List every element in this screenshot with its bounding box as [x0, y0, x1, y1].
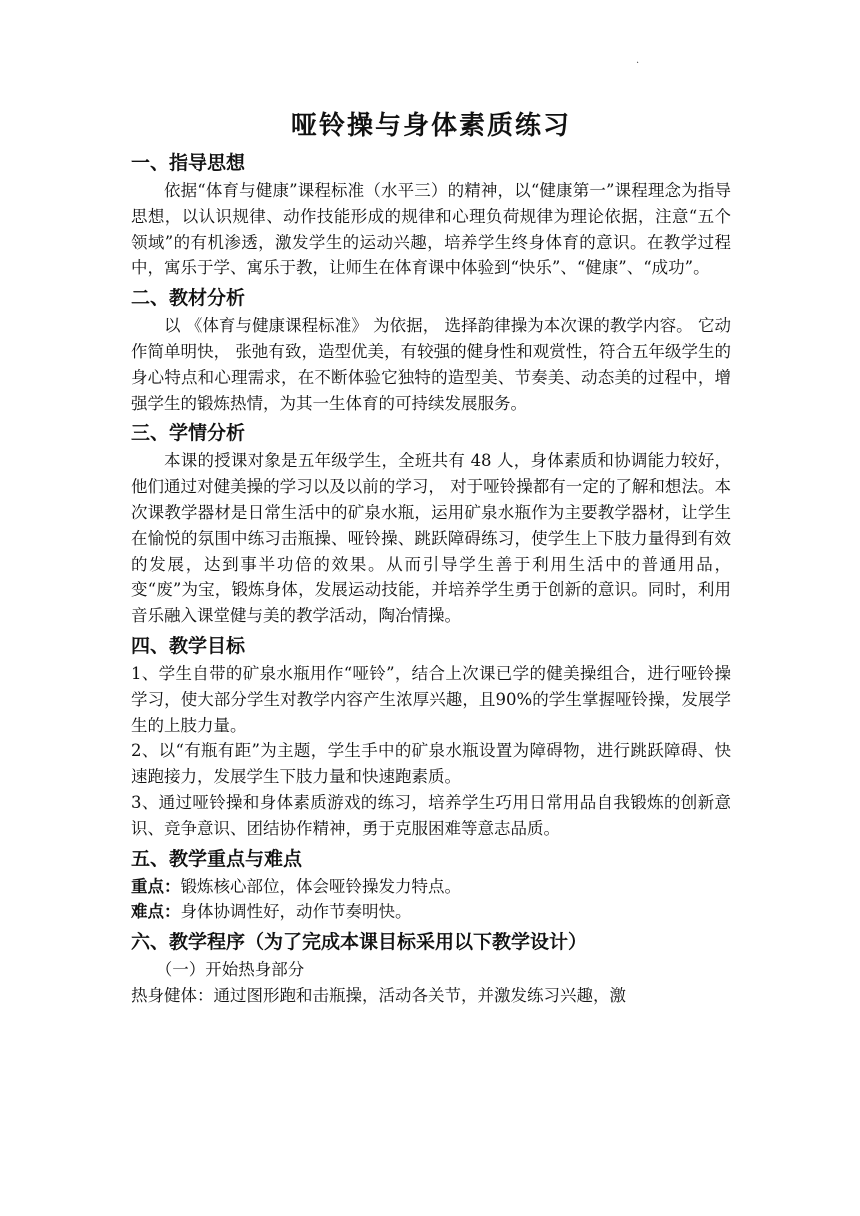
subsection-heading-warmup: （一）开始热身部分	[155, 960, 305, 980]
section-heading-teaching-goals: 四、教学目标	[131, 634, 246, 657]
paragraph-guiding-idea: 依据“体育与健康”课程标准（水平三）的精神，以“健康第一”课程理念为指导思想，以认识规律、动作技能形成的规律和心理负荷规律为理论依据，注意“五个领域”的有机渗透，激发学生的运动兴趣，培养学生终身体育的意识。在教学过程中，寓乐于学、寓乐于教，让师生在体育课中体验到“快乐”、“健康”、“成功”。	[131, 181, 731, 278]
goal-item-1: 1、学生自带的矿泉水瓶用作“哑铃”，结合上次课已学的健美操组合，进行哑铃操学习，使大部分学生对教学内容产生浓厚兴趣，且90%的学生掌握哑铃操，发展学生的上肢力量。	[131, 663, 731, 735]
document-page	[131, 108, 731, 1009]
section-heading-guiding-idea: 一、指导思想	[131, 152, 246, 174]
difficulty-text: 身体协调性好，动作节奏明快。	[180, 902, 412, 922]
key-point-label: 重点：	[131, 876, 181, 896]
key-point-line	[131, 874, 731, 900]
key-point-text: 锻炼核心部位，体会哑铃操发力特点。	[180, 876, 461, 896]
section-heading-key-points: 五、教学重点与难点	[131, 847, 303, 870]
paragraph-warmup: 热身健体：通过图形跑和击瓶操，活动各关节，并激发练习兴趣，激	[131, 985, 626, 1005]
section-heading-student-analysis: 三、学情分析	[131, 422, 246, 445]
paragraph-student-analysis: 本课的授课对象是五年级学生，全班共有 48 人，身体素质和协调能力较好，他们通过对健美操的学习以及以前的学习， 对于哑铃操都有一定的了解和想法。本次课教学器材是日常生活中的矿泉水瓶，运用矿泉水瓶作为主要教学器材，让学生在愉悦的氛围中练习击瓶操、哑铃操、跳跃障碍练习，使学生上下肢力量得到有效的发展，达到事半功倍的效果。从而引导学生善于利用生活中的普通用品，变“废”为宝，锻炼身体，发展运动技能，并培养学生勇于创新的意识。同时，利用音乐融入课堂健与美的教学活动，陶冶情操。	[131, 451, 731, 626]
difficulty-label: 难点：	[131, 902, 181, 922]
goal-item-3: 3、通过哑铃操和身体素质游戏的练习，培养学生巧用日常用品自我锻炼的创新意识、竞争意识、团结协作精神，勇于克服困难等意志品质。	[131, 792, 731, 838]
difficulty-line	[131, 899, 731, 925]
page-mark: ·	[636, 58, 640, 69]
goal-item-2: 2、以“有瓶有距”为主题，学生手中的矿泉水瓶设置为障碍物，进行跳跃障碍、快速跑接力，发展学生下肢力量和快速跑素质。	[131, 741, 731, 787]
document-title: 哑铃操与身体素质练习	[290, 111, 571, 141]
paragraph-material-analysis: 以 《体育与健康课程标准》 为依据， 选择韵律操为本次课的教学内容。 它动作简单明快， 张弛有致，造型优美，有较强的健身性和观赏性，符合五年级学生的身心特点和心理需求，在不断体验它独特的造型美、节奏美、动态美的过程中，增强学生的锻炼热情，为其一生体育的可持续发展服务。	[131, 316, 731, 413]
section-heading-material-analysis: 二、教材分析	[131, 287, 246, 310]
section-heading-teaching-procedure: 六、教学程序（为了完成本课目标采用以下教学设计）	[131, 931, 588, 954]
